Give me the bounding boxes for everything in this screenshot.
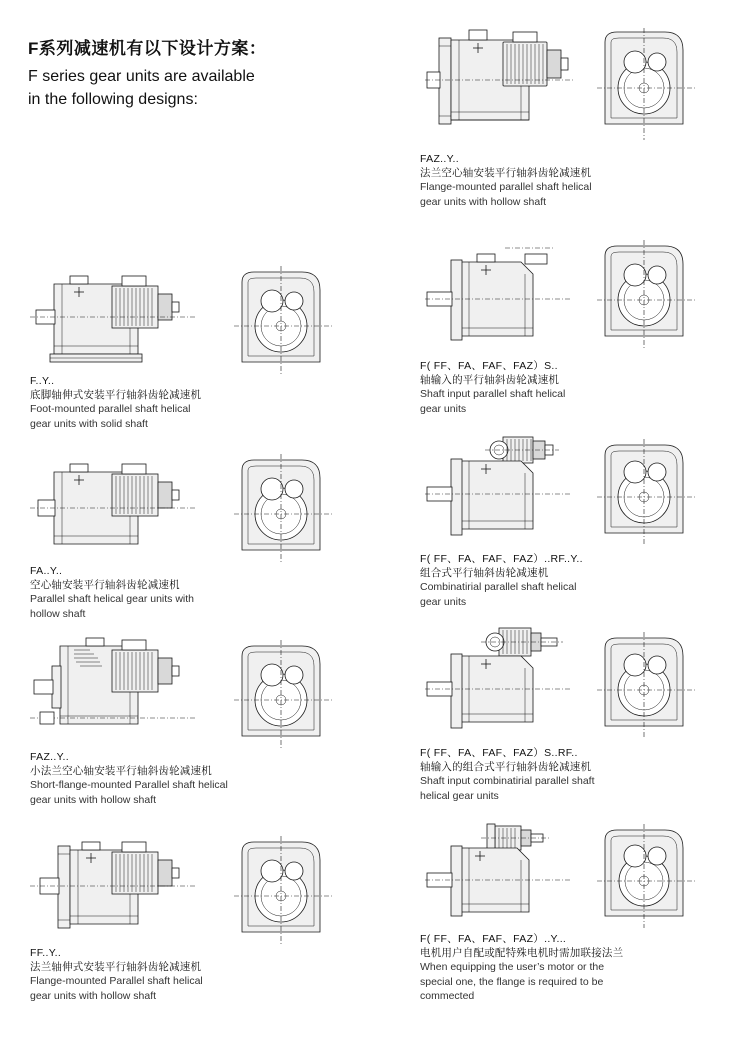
page-title-cn: F系列减速机有以下设计方案： <box>28 39 267 58</box>
gearbox-front-view <box>232 638 342 750</box>
caption-code: FAZ..Y.. <box>30 751 69 763</box>
caption-code: FA..Y.. <box>30 565 63 577</box>
figure-f-s <box>420 232 720 357</box>
caption-en-2: gear units with hollow shaft <box>30 989 157 1002</box>
caption-en-1: Combinatirial parallel shaft helical <box>420 581 577 594</box>
figure-block-fa-y <box>30 448 370 621</box>
gearbox-side-view <box>30 258 200 378</box>
caption-f-s <box>420 359 720 416</box>
figure-f-s-rf <box>420 616 720 744</box>
caption-en-2: gear units <box>420 595 467 608</box>
page-title-en-line1: F series gear units are available <box>28 68 255 86</box>
caption-en-2: gear units with hollow shaft <box>30 793 157 806</box>
caption-en-2: helical gear units <box>420 789 499 802</box>
gearbox-side-view <box>425 238 575 356</box>
caption-code: F( FF、FA、FAF、FAZ）S..RF.. <box>420 747 578 759</box>
figure-block-faz-y-top <box>420 20 720 209</box>
gearbox-front-view <box>595 824 705 930</box>
caption-f-s-rf <box>420 746 720 803</box>
gearbox-front-view <box>232 452 342 564</box>
gearbox-side-view <box>30 828 200 948</box>
caption-fa-y <box>30 564 370 621</box>
gearbox-front-view <box>232 264 342 376</box>
caption-en-1: Shaft input combinatirial parallel shaft <box>420 775 595 788</box>
figure-block-f-rf-y <box>420 425 720 609</box>
figure-f-y-bottom <box>420 812 720 930</box>
caption-en-1: Parallel shaft helical gear units with <box>30 593 195 606</box>
caption-ff-y <box>30 946 370 1003</box>
figure-faz-y-top <box>420 20 720 150</box>
gearbox-front-view <box>595 632 705 740</box>
figure-block-ff-y <box>30 828 370 1003</box>
caption-en-1: Flange-mounted Parallel shaft helical <box>30 975 203 988</box>
gearbox-side-view <box>425 431 575 549</box>
caption-en-3: commected <box>420 989 475 1002</box>
figure-block-f-s <box>420 232 720 416</box>
caption-code: F( FF、FA、FAF、FAZ）..RF..Y.. <box>420 553 583 565</box>
gearbox-front-view <box>232 834 342 946</box>
caption-f-y-bottom <box>420 932 720 1003</box>
caption-cn: 组合式平行轴斜齿轮减速机 <box>420 567 549 580</box>
figure-f-y <box>30 258 370 378</box>
caption-cn: 轴输入的组合式平行轴斜齿轮减速机 <box>420 761 592 774</box>
caption-en-2: gear units <box>420 402 467 415</box>
caption-faz-y <box>30 750 370 807</box>
caption-cn: 空心轴安装平行轴斜齿轮减速机 <box>30 579 180 592</box>
page-title <box>28 38 388 112</box>
caption-code: F..Y.. <box>30 375 55 387</box>
caption-en-1: Short-flange-mounted Parallel shaft helical <box>30 779 228 792</box>
gearbox-front-view <box>595 439 705 547</box>
caption-code: F( FF、FA、FAF、FAZ）..Y... <box>420 933 567 945</box>
gearbox-front-view <box>595 28 705 146</box>
caption-code: F( FF、FA、FAF、FAZ）S.. <box>420 360 558 372</box>
gearbox-side-view <box>425 818 575 930</box>
caption-cn: 法兰空心轴安装平行轴斜齿轮减速机 <box>420 167 592 180</box>
caption-faz-y-top <box>420 152 720 209</box>
caption-cn: 电机用户自配或配特殊电机时需加联接法兰 <box>420 947 624 960</box>
gearbox-side-view <box>30 448 200 566</box>
caption-cn: 小法兰空心轴安装平行轴斜齿轮减速机 <box>30 765 212 778</box>
caption-en-2: gear units with solid shaft <box>30 417 148 430</box>
gearbox-side-view <box>425 622 575 744</box>
gearbox-side-view <box>30 632 200 752</box>
figure-fa-y <box>30 448 370 566</box>
caption-code: FAZ..Y.. <box>420 153 459 165</box>
figure-block-faz-y <box>30 632 370 807</box>
caption-cn: 底脚轴伸式安装平行轴斜齿轮减速机 <box>30 389 202 402</box>
figure-f-rf-y <box>420 425 720 550</box>
caption-en-1: Shaft input parallel shaft helical <box>420 388 566 401</box>
caption-f-rf-y <box>420 552 720 609</box>
caption-cn: 法兰轴伸式安装平行轴斜齿轮减速机 <box>30 961 202 974</box>
caption-en-1: Foot-mounted parallel shaft helical <box>30 403 191 416</box>
caption-code: FF..Y.. <box>30 947 62 959</box>
caption-en-2: gear units with hollow shaft <box>420 195 547 208</box>
figure-block-f-s-rf <box>420 616 720 803</box>
caption-f-y <box>30 374 370 431</box>
caption-en-2: hollow shaft <box>30 607 86 620</box>
page-title-en-line2: in the following designs: <box>28 91 198 109</box>
caption-en-1: When equipping the user’s motor or the <box>420 961 605 974</box>
caption-cn: 轴输入的平行轴斜齿轮减速机 <box>420 374 560 387</box>
figure-faz-y <box>30 632 370 752</box>
gearbox-side-view <box>425 20 575 150</box>
caption-en-1: Flange-mounted parallel shaft helical <box>420 181 592 194</box>
figure-block-f-y-bottom <box>420 812 720 1003</box>
figure-ff-y <box>30 828 370 948</box>
gearbox-front-view <box>595 238 705 352</box>
caption-en-2: special one, the flange is required to be <box>420 975 604 988</box>
figure-block-f-y <box>30 258 370 431</box>
